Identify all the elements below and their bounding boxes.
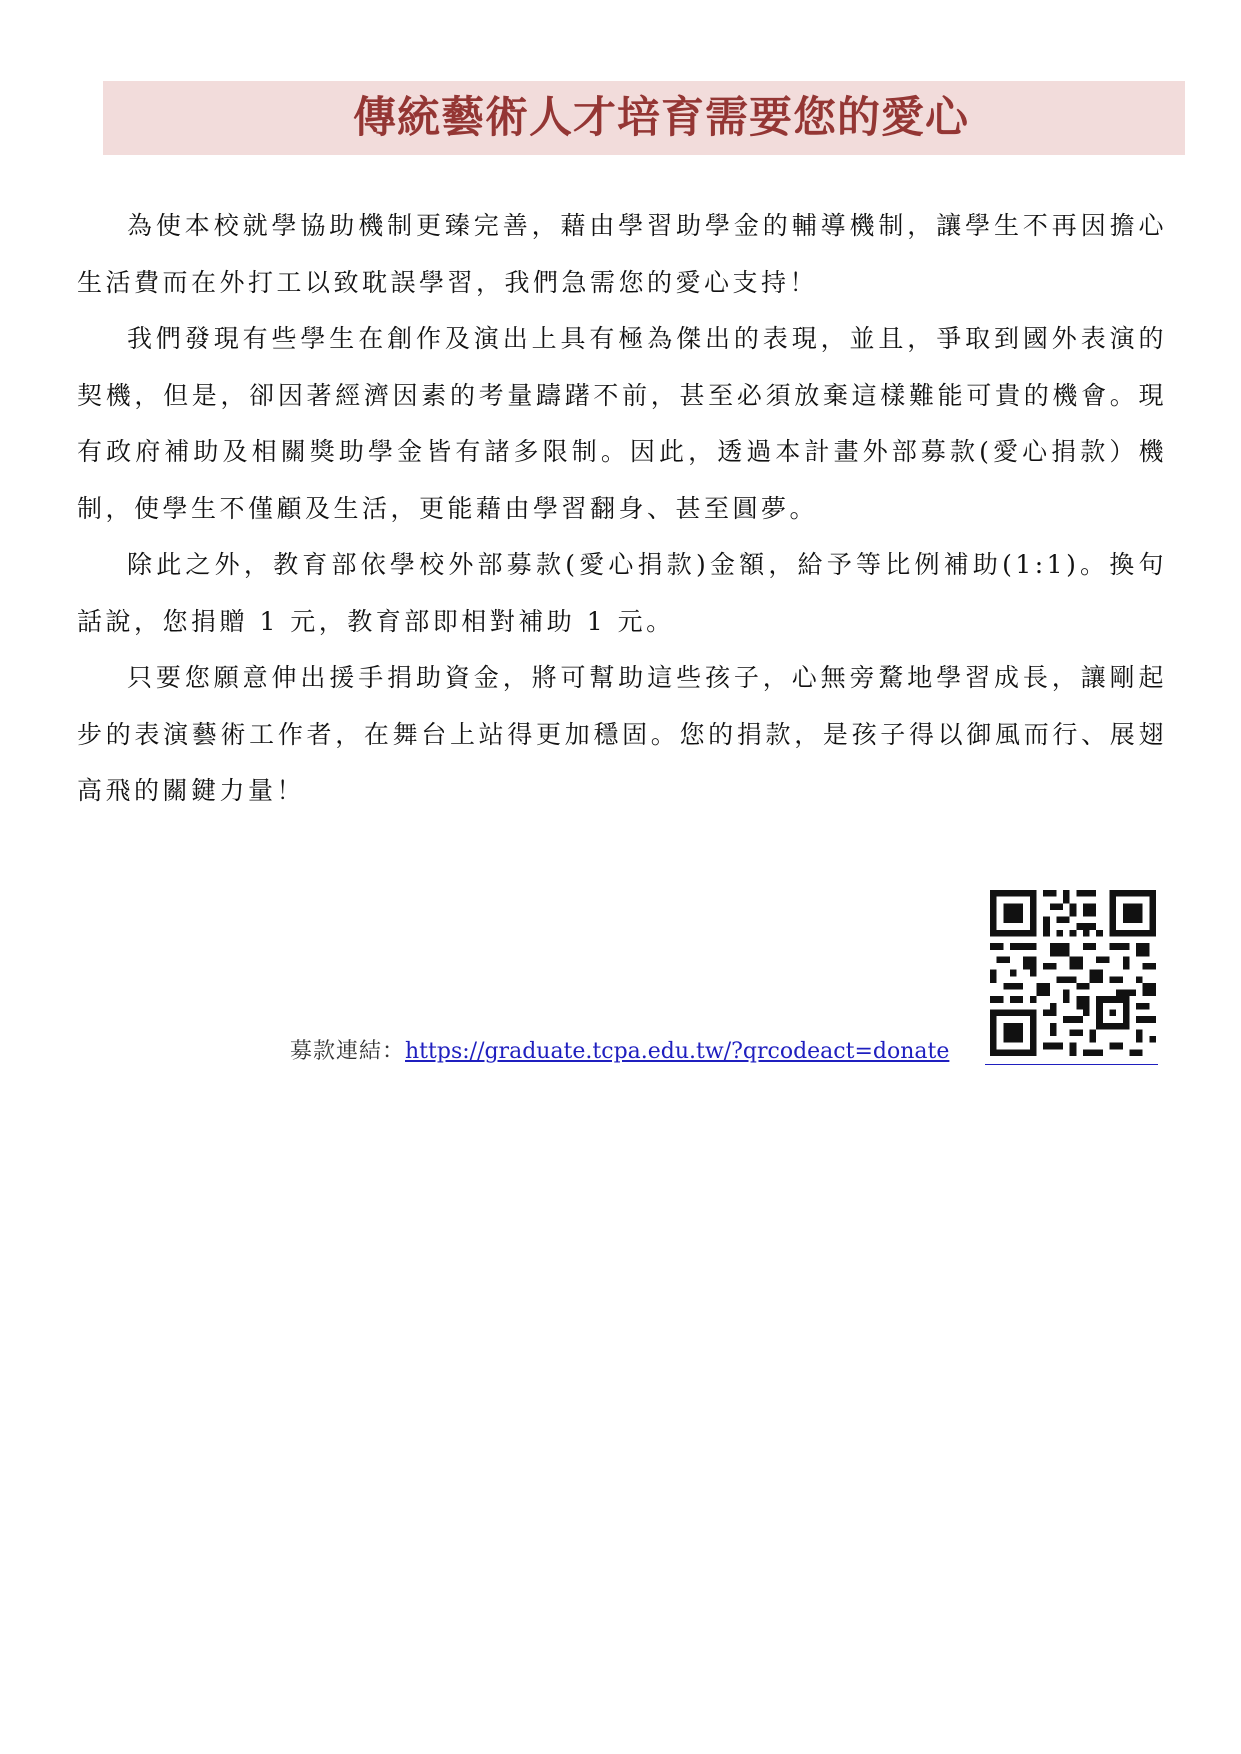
donate-link[interactable]: https://graduate.tcpa.edu.tw/?qrcodeact=donate (405, 1039, 950, 1064)
body-text (77, 198, 1167, 820)
paragraph-2: 我們發現有些學生在創作及演出上具有極為傑出的表現，並且，爭取到國外表演的契機，但是，卻因著經濟因素的考量躊躇不前，甚至必須放棄這樣難能可貴的機會。現有政府補助及相關獎助學金皆有諸多限制。因此，透過本計畫外部募款(愛心捐款）機制，使學生不僅顧及生活，更能藉由學習翻身、甚至圓夢。 (77, 324, 1167, 523)
qr-code-image[interactable] (990, 890, 1156, 1056)
paragraph-4: 只要您願意伸出援手捐助資金，將可幫助這些孩子，心無旁騖地學習成長，讓剛起步的表演藝術工作者，在舞台上站得更加穩固。您的捐款，是孩子得以御風而行、展翅高飛的關鍵力量！ (77, 663, 1167, 805)
page-title: 傳統藝術人才培育需要您的愛心 (353, 93, 969, 143)
paragraph-1: 為使本校就學協助機制更臻完善，藉由學習助學金的輔導機制，讓學生不再因擔心生活費而在外打工以致耽誤學習，我們急需您的愛心支持！ (77, 211, 1167, 297)
paragraph-3: 除此之外，教育部依學校外部募款(愛心捐款)金額，給予等比例補助(1:1)。換句話說，您捐贈 1 元，教育部即相對補助 1 元。 (77, 550, 1167, 636)
donate-label: 募款連結： (290, 1039, 406, 1064)
link-underline (985, 1064, 1158, 1065)
title-banner (103, 81, 1185, 155)
donate-line (290, 1036, 949, 1068)
